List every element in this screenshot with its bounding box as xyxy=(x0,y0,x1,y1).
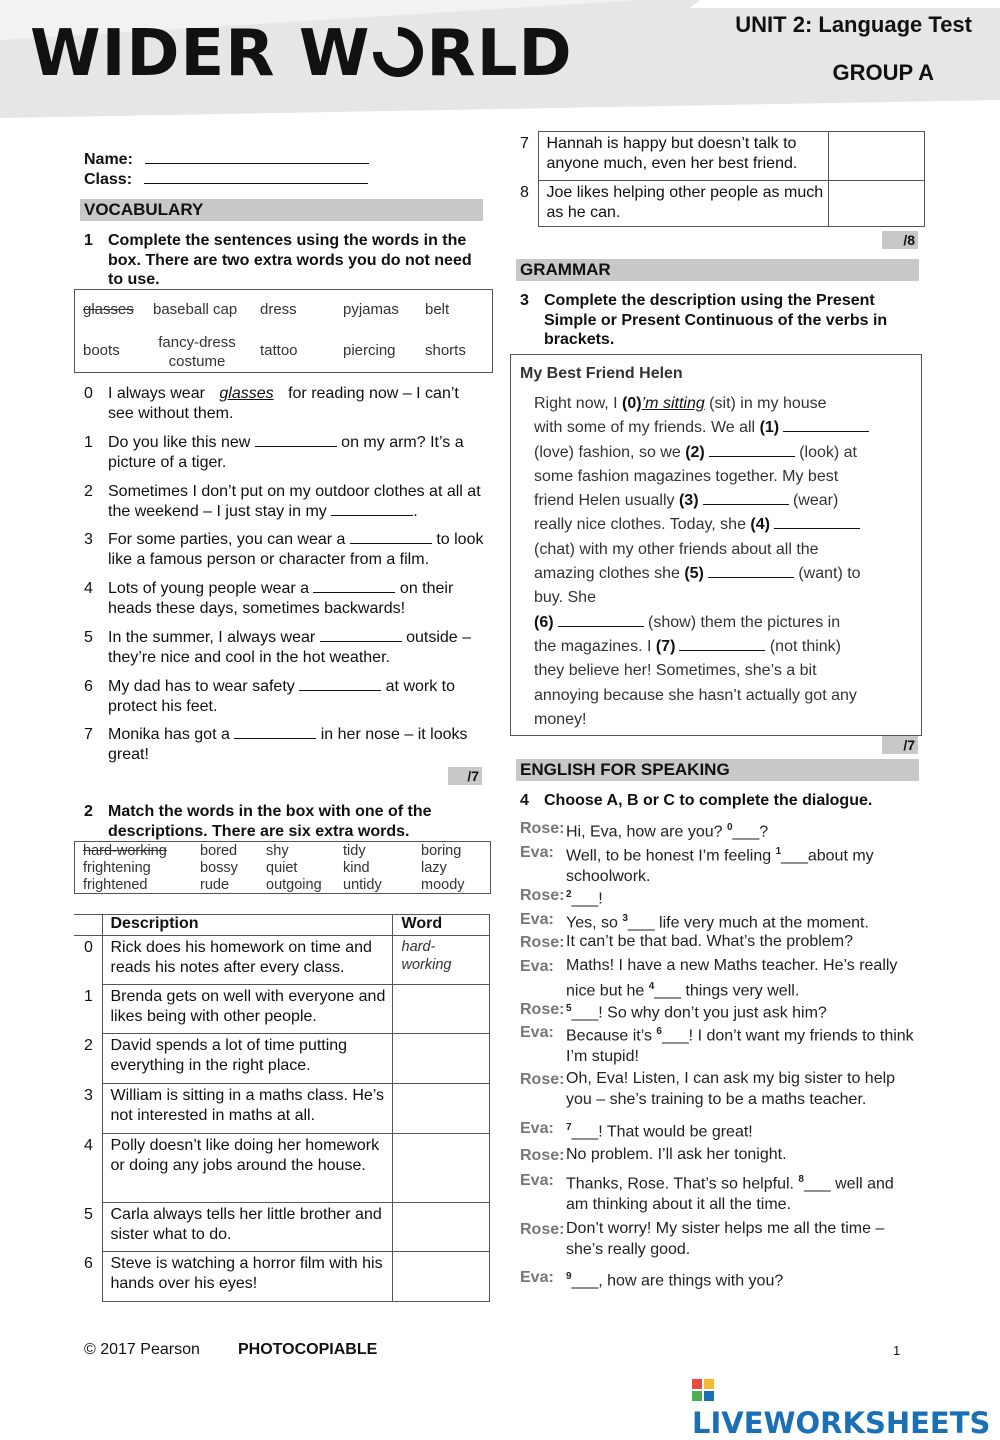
speaker-name: Eva: xyxy=(520,911,554,928)
q3-score: /7 xyxy=(882,736,918,754)
row-description: Rick does his homework on time and reads his notes after every class. xyxy=(102,936,392,985)
q1-item xyxy=(84,579,484,618)
speaker-name: Rose: xyxy=(520,1071,565,1088)
student-info xyxy=(84,150,369,190)
row-word-answer[interactable] xyxy=(392,985,490,1034)
gap-number: 2 xyxy=(566,889,572,900)
gap-number: (1) xyxy=(759,419,780,437)
dialogue-line: Rose: Don’t worry! My sister helps me all the time – she’s really good. xyxy=(520,1220,885,1258)
speaker-name: Eva: xyxy=(520,1120,554,1137)
item-number: 6 xyxy=(84,678,93,695)
item-number: 0 xyxy=(84,385,93,402)
item-text: to look like a famous person or character from a film. xyxy=(108,531,484,568)
q4-instruction: 4 Choose A, B or C to complete the dialogue. xyxy=(520,792,873,809)
logo-o-ring xyxy=(363,17,434,88)
item-number: 3 xyxy=(84,531,93,548)
row-word-answer[interactable] xyxy=(392,1084,490,1134)
q1-word: glasses xyxy=(83,301,134,318)
answer-blank[interactable] xyxy=(299,677,381,691)
dialogue-line xyxy=(520,998,920,1023)
item-text: outside – they’re nice and cool in the hot weather. xyxy=(108,629,472,666)
story-line: friend Helen usually (3) (wear) xyxy=(534,492,839,510)
row-number: 1 xyxy=(84,987,93,1005)
gap-number: (0) xyxy=(622,395,642,412)
dialogue-line: Eva: Because it’s $^6$___! I don’t want my friends to think I’m stupid! xyxy=(520,1021,920,1067)
example-answer: glasses xyxy=(219,385,274,402)
item-number: 1 xyxy=(84,434,93,451)
q1-item xyxy=(84,725,484,764)
story-line: buy. She xyxy=(534,589,596,607)
item-number: 2 xyxy=(84,483,93,500)
dialogue-line: Rose: No problem. I’ll ask her tonight. xyxy=(520,1144,920,1165)
description-table xyxy=(74,914,490,1302)
item-text: In the summer, I always wear xyxy=(108,629,320,646)
gap-number: (7) xyxy=(655,637,676,655)
dialogue-line xyxy=(520,1266,920,1291)
row-description: Steve is watching a horror film with his hands over his eyes! xyxy=(102,1252,392,1302)
item-text: . xyxy=(413,502,418,520)
dialogue-line: Eva: Well, to be honest I’m feeling $^1$___about my schoolwork. xyxy=(520,841,920,887)
vocabulary-heading: VOCABULARY xyxy=(80,199,483,221)
gap-number: (3) xyxy=(678,492,699,510)
story-line: (chat) with my other friends about all the xyxy=(534,540,819,558)
q1-item xyxy=(84,677,484,716)
table-row xyxy=(510,132,925,181)
q1-item xyxy=(84,628,484,667)
table-row xyxy=(74,1134,490,1203)
row-description: Brenda gets on well with everyone and likes being with other people. xyxy=(102,985,392,1034)
item-number: 7 xyxy=(84,726,93,743)
table-row xyxy=(74,936,490,985)
item-text: in her nose – it looks great! xyxy=(108,726,468,763)
story-line: with some of my friends. We all (1) xyxy=(534,416,909,440)
q1-item xyxy=(84,530,484,569)
q1-word: baseball cap xyxy=(153,301,238,318)
story-line: amazing clothes she (5) (want) to xyxy=(534,565,861,583)
speaking-heading: ENGLISH FOR SPEAKING xyxy=(516,759,919,781)
gap-number: 3 xyxy=(622,913,628,924)
q2-word: hard-working xyxy=(83,843,167,859)
answer-blank[interactable] xyxy=(331,502,413,516)
story-line: they believe her! Sometimes, she’s a bit xyxy=(534,662,817,680)
page-number: 1 xyxy=(893,1343,901,1358)
q2-word: shy xyxy=(266,843,289,859)
dialogue-line: Eva: Yes, so $^3$___ life very much at the moment. xyxy=(520,908,920,933)
item-text: For some parties, you can wear a xyxy=(108,531,350,548)
row-word-answer[interactable] xyxy=(392,1252,490,1302)
row-description: Hannah is happy but doesn’t talk to anyone much, even her best friend. xyxy=(538,132,828,181)
q1-word: fancy-dress costume xyxy=(158,334,236,370)
row-word-answer[interactable] xyxy=(392,1203,490,1252)
story-line: annoying because she hasn’t actually got any xyxy=(534,686,857,704)
answer-blank[interactable] xyxy=(709,443,795,457)
speaker-name: Rose: xyxy=(520,887,565,904)
table-row xyxy=(74,1084,490,1134)
answer-blank[interactable] xyxy=(679,637,765,651)
answer-blank[interactable] xyxy=(703,491,789,505)
row-description: Carla always tells her little brother and sister what to do. xyxy=(102,1203,392,1252)
example-answer: ’m sitting xyxy=(641,395,705,412)
dialogue-gap-text[interactable]: ___ well and am thinking about it all the time. xyxy=(566,1175,894,1214)
gap-number: (2) xyxy=(685,443,705,461)
story-line: Right now, I (0)’m sitting (sit) in my house xyxy=(534,395,827,412)
q2-word: bossy xyxy=(200,860,238,876)
description-table xyxy=(510,131,925,227)
q2-word: lazy xyxy=(421,860,447,876)
answer-blank[interactable] xyxy=(320,628,402,642)
speaker-name: Rose: xyxy=(520,1001,565,1018)
gap-number: (6) xyxy=(534,613,554,631)
item-text: Lots of young people wear a xyxy=(108,580,314,597)
table-row xyxy=(74,1252,490,1302)
row-description: Polly doesn’t like doing her homework or doing any jobs around the house. xyxy=(102,1134,392,1203)
q3-story-box xyxy=(510,354,922,736)
description-header: Description xyxy=(102,915,392,936)
speaker-name: Eva: xyxy=(520,844,554,861)
dialogue-gap-text[interactable]: ___! So why don’t you just ask him? xyxy=(571,1004,827,1022)
liveworksheets-icon xyxy=(692,1379,714,1401)
dialogue-gap-text[interactable]: ___ things very well. xyxy=(654,982,800,1000)
answer-blank[interactable] xyxy=(234,725,316,739)
story-line: some fashion magazines together. My best xyxy=(534,467,839,485)
dialogue-gap-text[interactable]: ___! That would be great! xyxy=(571,1123,753,1141)
speaker-name: Rose: xyxy=(520,934,565,951)
row-number: 6 xyxy=(84,1254,93,1272)
row-number: 2 xyxy=(84,1036,93,1054)
q1-item xyxy=(84,433,484,472)
q1-word: tattoo xyxy=(260,342,298,359)
dialogue-line: Eva: Maths! I have a new Maths teacher. He’s really nice but he $^4$___ things very well. xyxy=(520,957,898,1000)
speaker-name: Eva: xyxy=(520,1269,554,1286)
gap-number: 5 xyxy=(566,1003,572,1014)
speaker-name: Rose: xyxy=(520,1147,565,1164)
q2-word: quiet xyxy=(266,860,298,876)
story-line: (6) (show) them the pictures in xyxy=(534,613,841,631)
row-number: 5 xyxy=(84,1205,93,1223)
item-text: Monika has got a xyxy=(108,726,235,743)
class-label: Class: xyxy=(84,171,133,188)
dialogue-line xyxy=(520,1117,920,1142)
row-number: 8 xyxy=(520,183,529,201)
q2-word: tidy xyxy=(343,843,366,859)
row-word-answer[interactable]: hard-working xyxy=(392,936,490,985)
item-text: for reading now – I can’t see without them. xyxy=(108,385,459,422)
gap-number: 1 xyxy=(775,846,782,857)
q2-word: kind xyxy=(343,860,370,876)
story-line: really nice clothes. Today, she (4) xyxy=(534,513,909,537)
dialogue-line: Rose: Oh, Eva! Listen, I can ask my big sister to help you – she’s training to be a maths teacher. xyxy=(520,1070,896,1108)
story-line: (love) fashion, so we (2) (look) at xyxy=(534,443,857,461)
q2-word: outgoing xyxy=(266,877,322,893)
grammar-heading: GRAMMAR xyxy=(516,259,919,281)
table-row xyxy=(74,1034,490,1084)
q1-instruction: 1 Complete the sentences using the words in the box. There are two extra words you do not need to use. xyxy=(84,232,472,288)
dialogue-gap-text[interactable]: ___, how are things with you? xyxy=(571,1272,784,1290)
story-text xyxy=(534,392,909,732)
answer-blank[interactable] xyxy=(255,433,337,447)
q1-word: dress xyxy=(260,301,297,318)
name-label: Name: xyxy=(84,151,133,168)
dialogue-line: Rose: It can’t be that bad. What’s the problem? xyxy=(520,931,920,952)
speaker-name: Rose: xyxy=(520,1221,565,1238)
table-row xyxy=(510,181,925,227)
story-line: the magazines. I (7) (not think) xyxy=(534,637,841,655)
q1-word: belt xyxy=(425,301,450,318)
gap-number: 0 xyxy=(726,822,733,833)
dialogue-gap-text[interactable]: ___! xyxy=(571,890,603,908)
answer-blank[interactable] xyxy=(708,564,794,578)
q1-word: piercing xyxy=(343,342,396,359)
photocopiable-label: PHOTOCOPIABLE xyxy=(238,1341,378,1358)
q3-instruction: 3 Complete the description using the Present Simple or Present Continuous of the verbs in brackets. xyxy=(520,292,888,348)
item-number: 4 xyxy=(84,580,93,597)
item-text: I always wear xyxy=(108,385,210,402)
dialogue-gap-text[interactable]: ___ life very much at the moment. xyxy=(627,914,869,932)
answer-blank[interactable] xyxy=(558,613,644,627)
wider-world-logo: WIDER W RLD xyxy=(30,17,573,91)
gap-number: 8 xyxy=(798,1174,804,1185)
dialogue-gap-text[interactable]: ___about my schoolwork. xyxy=(566,847,874,886)
q2-word: untidy xyxy=(343,877,382,893)
gap-number: 9 xyxy=(566,1271,572,1282)
row-number: 3 xyxy=(84,1086,93,1104)
q2-word: boring xyxy=(421,843,462,859)
dialogue-line: Rose: Hi, Eva, how are you? $^0$___? xyxy=(520,817,920,842)
item-text: on their heads these days, sometimes backwards! xyxy=(108,580,454,617)
answer-blank[interactable] xyxy=(774,515,860,529)
q1-word: boots xyxy=(83,342,120,359)
item-text: at work to protect his feet. xyxy=(108,678,456,715)
speaker-name: Eva: xyxy=(520,1024,554,1041)
answer-blank[interactable] xyxy=(783,418,869,432)
dialogue-gap-text[interactable]: ___! I don’t want my friends to think I’m stupid! xyxy=(566,1027,914,1066)
row-number: 0 xyxy=(84,939,93,956)
row-word-answer[interactable] xyxy=(828,181,925,227)
speaker-name: Eva: xyxy=(520,958,554,975)
q2-word: frightened xyxy=(83,877,148,893)
table-row xyxy=(74,1203,490,1252)
q2-word: bored xyxy=(200,843,238,859)
q1-item xyxy=(84,482,484,521)
q2-word: moody xyxy=(421,877,465,893)
q2-word: frightening xyxy=(83,860,151,876)
q1-item xyxy=(84,384,484,423)
gap-number: 7 xyxy=(566,1122,572,1133)
dialogue-gap-text[interactable]: ___? xyxy=(732,823,769,841)
class-field[interactable] xyxy=(144,170,368,184)
dialogue-line: Eva: Thanks, Rose. That’s so helpful. $^8$___ well and am thinking about it all the time. xyxy=(520,1169,920,1215)
liveworksheets-brand[interactable]: LIVEWORKSHEETS xyxy=(692,1372,1000,1440)
q2-score: /8 xyxy=(882,231,918,249)
table-row xyxy=(74,985,490,1034)
q1-word: pyjamas xyxy=(343,301,399,318)
row-word-answer[interactable] xyxy=(392,1134,490,1203)
gap-number: (5) xyxy=(684,565,704,583)
story-line: money! xyxy=(534,710,587,728)
row-number: 4 xyxy=(84,1136,93,1154)
word-header: Word xyxy=(392,915,490,936)
speaker-name: Eva: xyxy=(520,1172,554,1189)
table-header-row xyxy=(74,915,490,936)
row-word-answer[interactable] xyxy=(828,132,925,181)
gap-number: (4) xyxy=(750,516,770,534)
q1-score: /7 xyxy=(448,767,482,785)
item-text: Sometimes I don’t put on my outdoor clothes at all at the weekend – I just stay in my xyxy=(108,483,481,520)
row-description: William is sitting in a maths class. He’s not interested in maths at all. xyxy=(102,1084,392,1134)
q2-word: rude xyxy=(200,877,230,893)
item-number: 5 xyxy=(84,629,93,646)
speaker-name: Rose: xyxy=(520,820,565,837)
unit-title: UNIT 2: Language Test xyxy=(735,12,972,37)
name-field[interactable] xyxy=(145,150,369,164)
copyright: © 2017 Pearson xyxy=(84,1341,200,1358)
dialogue-line xyxy=(520,884,920,909)
num-header xyxy=(74,915,102,936)
answer-blank[interactable] xyxy=(350,530,432,544)
gap-number: 4 xyxy=(648,981,655,992)
item-text: on my arm? It’s a picture of a tiger. xyxy=(108,434,464,471)
answer-blank[interactable] xyxy=(313,579,395,593)
row-description: David spends a lot of time putting everything in the right place. xyxy=(102,1034,392,1084)
row-word-answer[interactable] xyxy=(392,1034,490,1084)
q1-word: shorts xyxy=(425,342,466,359)
story-title: My Best Friend Helen xyxy=(520,365,683,382)
row-number: 7 xyxy=(520,134,529,152)
row-description: Joe likes helping other people as much as he can. xyxy=(538,181,828,227)
q2-instruction: 2 Match the words in the box with one of the descriptions. There are six extra words. xyxy=(84,803,432,840)
item-text: My dad has to wear safety xyxy=(108,678,300,695)
item-text: Do you like this new xyxy=(108,434,255,451)
group-title: GROUP A xyxy=(832,60,934,85)
gap-number: 6 xyxy=(656,1026,662,1037)
